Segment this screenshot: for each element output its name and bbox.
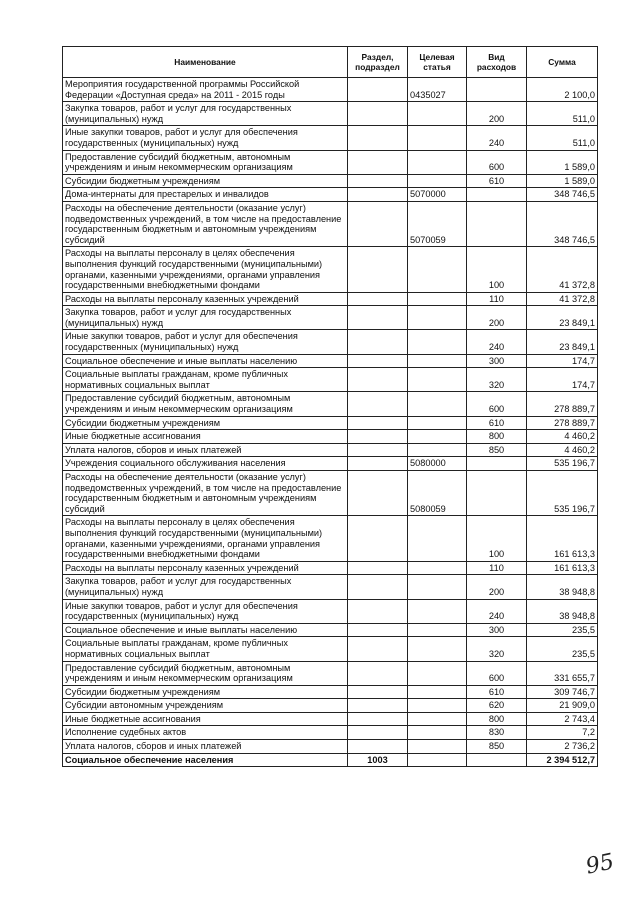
cell-target: 5080059 — [408, 471, 467, 516]
header-sum: Сумма — [527, 47, 598, 78]
cell-name: Учреждения социального обслуживания населения — [63, 457, 348, 471]
page-number: 95 — [583, 849, 617, 880]
cell-expense: 610 — [467, 416, 527, 430]
cell-sum: 511,0 — [527, 126, 598, 150]
cell-target — [408, 712, 467, 726]
cell-sum: 2 100,0 — [527, 78, 598, 102]
cell-name: Предоставление субсидий бюджетным, автономным учреждениям и иным некоммерческим организациям — [63, 150, 348, 174]
cell-expense: 800 — [467, 712, 527, 726]
cell-sum: 38 948,8 — [527, 599, 598, 623]
cell-name: Субсидии бюджетным учреждениям — [63, 174, 348, 188]
cell-expense — [467, 78, 527, 102]
cell-sum: 21 909,0 — [527, 699, 598, 713]
table-row — [63, 661, 598, 685]
cell-section — [348, 416, 408, 430]
table-row — [63, 685, 598, 699]
cell-section — [348, 150, 408, 174]
cell-section — [348, 430, 408, 444]
cell-target — [408, 637, 467, 661]
cell-name: Предоставление субсидий бюджетным, автономным учреждениям и иным некоммерческим организациям — [63, 661, 348, 685]
cell-expense: 850 — [467, 443, 527, 457]
cell-expense: 240 — [467, 126, 527, 150]
cell-target — [408, 516, 467, 561]
cell-target — [408, 599, 467, 623]
table-row — [63, 126, 598, 150]
cell-target: 0435027 — [408, 78, 467, 102]
cell-name: Расходы на выплаты персоналу казенных учреждений — [63, 292, 348, 306]
cell-target — [408, 292, 467, 306]
table-row — [63, 392, 598, 416]
cell-expense: 620 — [467, 699, 527, 713]
table-row — [63, 330, 598, 354]
table-row — [63, 726, 598, 740]
cell-target — [408, 126, 467, 150]
cell-name: Социальное обеспечение и иные выплаты населению — [63, 354, 348, 368]
table-row — [63, 637, 598, 661]
cell-sum: 7,2 — [527, 726, 598, 740]
table-row — [63, 471, 598, 516]
cell-expense — [467, 753, 527, 767]
cell-expense: 110 — [467, 561, 527, 575]
cell-target — [408, 623, 467, 637]
cell-section — [348, 368, 408, 392]
cell-name: Иные бюджетные ассигнования — [63, 712, 348, 726]
cell-sum: 348 746,5 — [527, 188, 598, 202]
cell-expense: 600 — [467, 392, 527, 416]
cell-target — [408, 685, 467, 699]
cell-sum: 41 372,8 — [527, 292, 598, 306]
cell-section — [348, 516, 408, 561]
cell-sum: 348 746,5 — [527, 201, 598, 246]
cell-target — [408, 561, 467, 575]
cell-expense: 240 — [467, 599, 527, 623]
cell-expense — [467, 457, 527, 471]
table-row — [63, 623, 598, 637]
table-body — [63, 78, 598, 767]
cell-target — [408, 354, 467, 368]
cell-section — [348, 102, 408, 126]
cell-expense: 850 — [467, 740, 527, 754]
cell-sum: 4 460,2 — [527, 443, 598, 457]
table-row — [63, 102, 598, 126]
table-row — [63, 516, 598, 561]
table-row — [63, 740, 598, 754]
cell-name: Субсидии бюджетным учреждениям — [63, 685, 348, 699]
table-row — [63, 699, 598, 713]
cell-name: Субсидии автономным учреждениям — [63, 699, 348, 713]
cell-target — [408, 306, 467, 330]
cell-expense: 300 — [467, 354, 527, 368]
cell-name: Расходы на выплаты персоналу в целях обеспечения выполнения функций государственными (муниципальными) органами, казенными учреждениями, органами управления государственными внебюджетными фондами — [63, 516, 348, 561]
cell-expense — [467, 471, 527, 516]
cell-sum: 41 372,8 — [527, 247, 598, 292]
table-row — [63, 753, 598, 767]
cell-section — [348, 575, 408, 599]
cell-target — [408, 753, 467, 767]
cell-name: Социальные выплаты гражданам, кроме публичных нормативных социальных выплат — [63, 368, 348, 392]
cell-name: Дома-интернаты для престарелых и инвалидов — [63, 188, 348, 202]
cell-target — [408, 368, 467, 392]
table-row — [63, 306, 598, 330]
table-row — [63, 430, 598, 444]
cell-sum: 161 613,3 — [527, 516, 598, 561]
cell-expense — [467, 201, 527, 246]
cell-section — [348, 661, 408, 685]
cell-name: Закупка товаров, работ и услуг для государственных (муниципальных) нужд — [63, 102, 348, 126]
cell-sum: 174,7 — [527, 354, 598, 368]
cell-expense: 320 — [467, 637, 527, 661]
cell-section — [348, 292, 408, 306]
cell-section — [348, 561, 408, 575]
cell-expense: 110 — [467, 292, 527, 306]
cell-sum: 23 849,1 — [527, 330, 598, 354]
budget-table — [62, 46, 598, 767]
cell-sum: 2 394 512,7 — [527, 753, 598, 767]
cell-section — [348, 699, 408, 713]
cell-sum: 309 746,7 — [527, 685, 598, 699]
cell-expense: 100 — [467, 247, 527, 292]
cell-target — [408, 661, 467, 685]
cell-expense — [467, 188, 527, 202]
table-row — [63, 201, 598, 246]
cell-target — [408, 740, 467, 754]
header-target: Целевая статья — [408, 47, 467, 78]
header-expense: Вид расходов — [467, 47, 527, 78]
cell-target — [408, 726, 467, 740]
cell-expense: 800 — [467, 430, 527, 444]
cell-name: Исполнение судебных актов — [63, 726, 348, 740]
cell-section — [348, 247, 408, 292]
cell-expense: 200 — [467, 575, 527, 599]
cell-expense: 610 — [467, 174, 527, 188]
cell-target: 5070059 — [408, 201, 467, 246]
cell-section — [348, 392, 408, 416]
cell-section — [348, 306, 408, 330]
cell-expense: 240 — [467, 330, 527, 354]
cell-target — [408, 150, 467, 174]
cell-name: Иные закупки товаров, работ и услуг для обеспечения государственных (муниципальных) нужд — [63, 330, 348, 354]
cell-section — [348, 637, 408, 661]
cell-section — [348, 78, 408, 102]
cell-section — [348, 685, 408, 699]
cell-sum: 174,7 — [527, 368, 598, 392]
cell-name: Мероприятия государственной программы Российской Федерации «Доступная среда» на 2011 - 2015 годы — [63, 78, 348, 102]
cell-section — [348, 188, 408, 202]
header-section: Раздел, подраздел — [348, 47, 408, 78]
cell-expense: 200 — [467, 306, 527, 330]
cell-target — [408, 174, 467, 188]
cell-name: Расходы на обеспечение деятельности (оказание услуг) подведомственных учреждений, в том числе на предоставление государственным бюджетным и автономным учреждениям субсидий — [63, 201, 348, 246]
cell-sum: 278 889,7 — [527, 416, 598, 430]
table-row — [63, 712, 598, 726]
cell-target — [408, 430, 467, 444]
cell-target: 5080000 — [408, 457, 467, 471]
cell-sum: 278 889,7 — [527, 392, 598, 416]
cell-target — [408, 416, 467, 430]
cell-target — [408, 699, 467, 713]
cell-section — [348, 330, 408, 354]
table-row — [63, 457, 598, 471]
cell-section: 1003 — [348, 753, 408, 767]
cell-target — [408, 443, 467, 457]
cell-sum: 1 589,0 — [527, 150, 598, 174]
cell-expense: 600 — [467, 150, 527, 174]
cell-section — [348, 740, 408, 754]
cell-name: Социальное обеспечение и иные выплаты населению — [63, 623, 348, 637]
cell-sum: 4 460,2 — [527, 430, 598, 444]
cell-sum: 1 589,0 — [527, 174, 598, 188]
cell-expense: 100 — [467, 516, 527, 561]
cell-section — [348, 599, 408, 623]
cell-name: Уплата налогов, сборов и иных платежей — [63, 740, 348, 754]
table-row — [63, 247, 598, 292]
cell-target — [408, 247, 467, 292]
cell-expense: 600 — [467, 661, 527, 685]
cell-section — [348, 726, 408, 740]
cell-sum: 535 196,7 — [527, 457, 598, 471]
cell-name: Иные бюджетные ассигнования — [63, 430, 348, 444]
cell-name: Иные закупки товаров, работ и услуг для обеспечения государственных (муниципальных) нужд — [63, 126, 348, 150]
cell-target: 5070000 — [408, 188, 467, 202]
cell-section — [348, 471, 408, 516]
cell-expense: 320 — [467, 368, 527, 392]
cell-expense: 200 — [467, 102, 527, 126]
cell-expense: 300 — [467, 623, 527, 637]
cell-sum: 2 743,4 — [527, 712, 598, 726]
cell-sum: 38 948,8 — [527, 575, 598, 599]
cell-name: Субсидии бюджетным учреждениям — [63, 416, 348, 430]
cell-sum: 2 736,2 — [527, 740, 598, 754]
cell-name: Закупка товаров, работ и услуг для государственных (муниципальных) нужд — [63, 575, 348, 599]
cell-section — [348, 174, 408, 188]
table-row — [63, 368, 598, 392]
cell-section — [348, 457, 408, 471]
cell-name: Закупка товаров, работ и услуг для государственных (муниципальных) нужд — [63, 306, 348, 330]
table-header-row — [63, 47, 598, 78]
cell-name: Расходы на выплаты персоналу казенных учреждений — [63, 561, 348, 575]
table-row — [63, 354, 598, 368]
cell-sum: 161 613,3 — [527, 561, 598, 575]
cell-name: Социальные выплаты гражданам, кроме публичных нормативных социальных выплат — [63, 637, 348, 661]
cell-expense: 830 — [467, 726, 527, 740]
cell-section — [348, 623, 408, 637]
cell-name: Уплата налогов, сборов и иных платежей — [63, 443, 348, 457]
cell-section — [348, 126, 408, 150]
table-row — [63, 292, 598, 306]
cell-target — [408, 102, 467, 126]
cell-sum: 511,0 — [527, 102, 598, 126]
cell-section — [348, 354, 408, 368]
cell-section — [348, 712, 408, 726]
cell-target — [408, 330, 467, 354]
cell-name: Расходы на обеспечение деятельности (оказание услуг) подведомственных учреждений, в том числе на предоставление государственным бюджетным и автономным учреждениям субсидий — [63, 471, 348, 516]
cell-target — [408, 392, 467, 416]
cell-name: Предоставление субсидий бюджетным, автономным учреждениям и иным некоммерческим организациям — [63, 392, 348, 416]
table-row — [63, 150, 598, 174]
table-row — [63, 561, 598, 575]
cell-section — [348, 443, 408, 457]
header-name: Наименование — [63, 47, 348, 78]
cell-sum: 331 655,7 — [527, 661, 598, 685]
cell-name: Расходы на выплаты персоналу в целях обеспечения выполнения функций государственными (муниципальными) органами, казенными учреждениями, органами управления государственными внебюджетными фондами — [63, 247, 348, 292]
cell-section — [348, 201, 408, 246]
cell-sum: 235,5 — [527, 637, 598, 661]
table-row — [63, 78, 598, 102]
table-row — [63, 443, 598, 457]
cell-sum: 235,5 — [527, 623, 598, 637]
table-row — [63, 599, 598, 623]
table-row — [63, 416, 598, 430]
cell-sum: 23 849,1 — [527, 306, 598, 330]
table-row — [63, 188, 598, 202]
cell-expense: 610 — [467, 685, 527, 699]
table-row — [63, 174, 598, 188]
cell-target — [408, 575, 467, 599]
cell-name: Социальное обеспечение населения — [63, 753, 348, 767]
cell-name: Иные закупки товаров, работ и услуг для обеспечения государственных (муниципальных) нужд — [63, 599, 348, 623]
table-row — [63, 575, 598, 599]
cell-sum: 535 196,7 — [527, 471, 598, 516]
